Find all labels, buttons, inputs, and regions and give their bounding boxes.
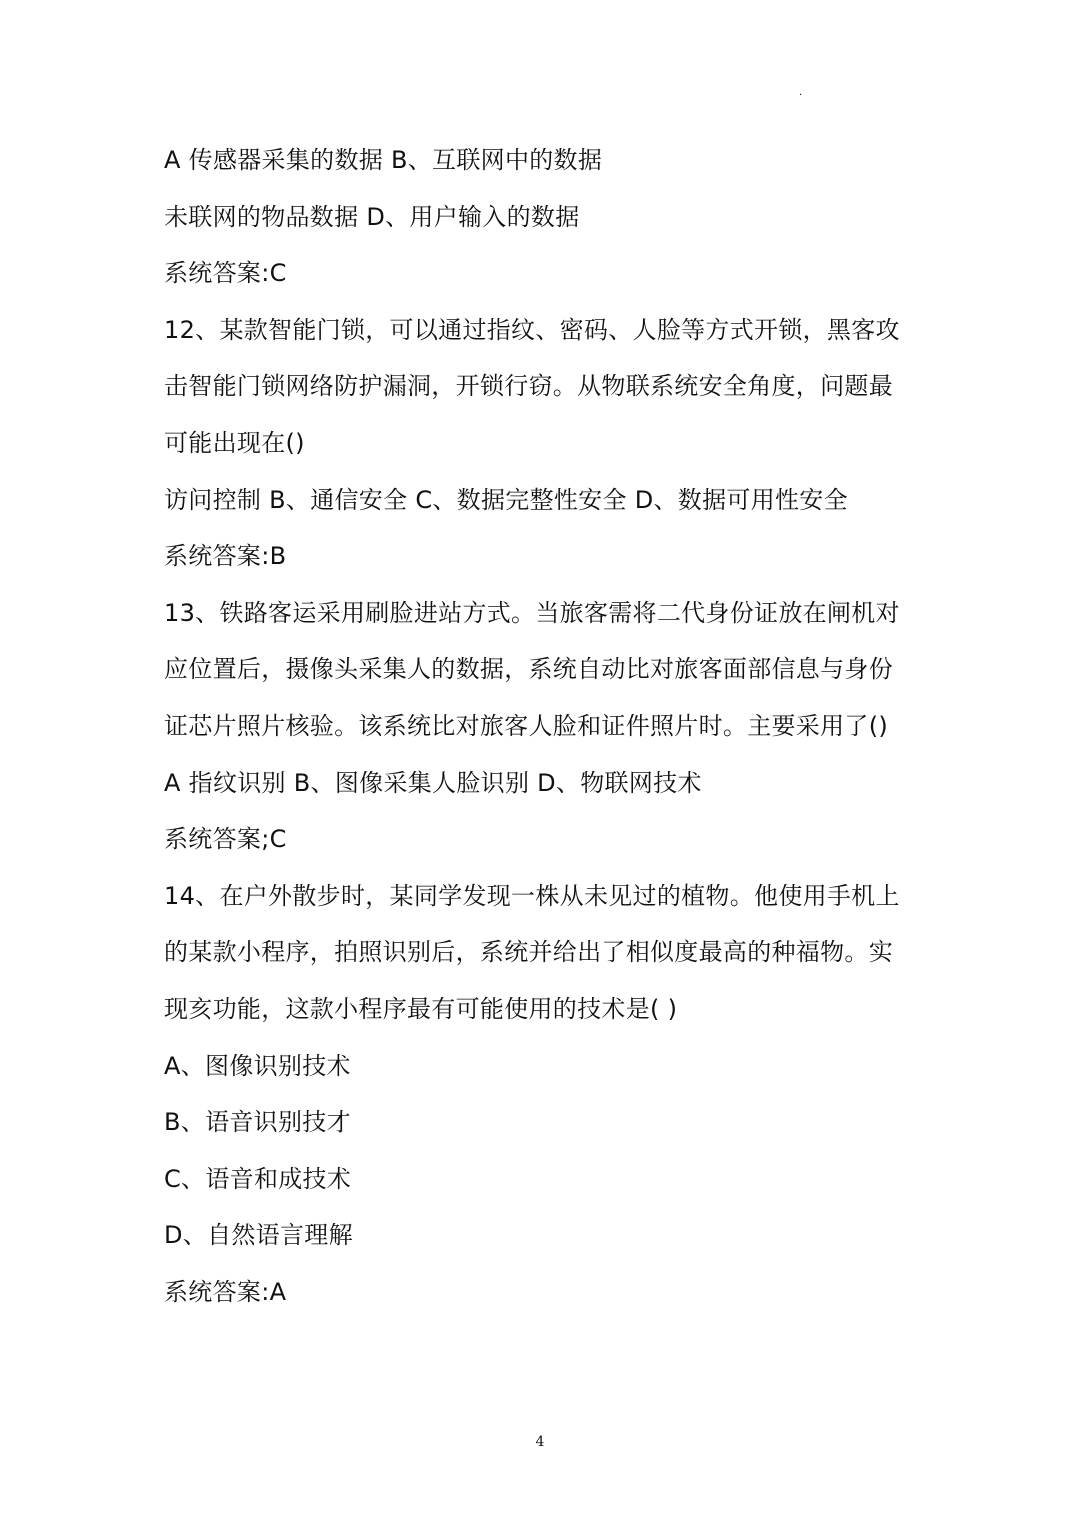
question-12-line-3: 可能出现在() [164, 428, 305, 457]
option-q14-a: A、图像识别技术 [164, 1051, 351, 1080]
answer-q13: 系统答案;C [164, 825, 287, 854]
question-12-line-2: 击智能门锁网络防护漏洞，开锁行窃。从物联系统安全角度，问题最 [164, 372, 893, 401]
header-dot: . [799, 87, 803, 98]
option-q14-d: D、自然语言理解 [164, 1221, 353, 1250]
question-14-line-2: 的某款小程序，拍照识别后，系统并给出了相似度最高的种福物。实 [164, 938, 893, 967]
question-14-line-3: 现亥功能，这款小程序最有可能使用的技术是( ) [164, 994, 678, 1023]
page-number: 4 [535, 1434, 545, 1450]
option-line-q11-cd: 未联网的物品数据 D、用户输入的数据 [164, 202, 580, 231]
options-q13: A 指纹识别 B、图像采集人脸识别 D、物联网技术 [164, 768, 702, 797]
option-line-q11-ab: A 传感器采集的数据 B、互联网中的数据 [164, 146, 603, 174]
option-q14-c: C、语音和成技术 [164, 1164, 352, 1193]
option-q14-b: B、语音识别技才 [164, 1108, 351, 1137]
question-14-line-1: 14、在户外散步时，某同学发现一株从未见过的植物。他使用手机上 [164, 881, 900, 910]
question-12-line-1: 12、某款智能门锁，可以通过指纹、密码、人脸等方式开锁，黑客攻 [164, 315, 900, 344]
answer-q11: 系统答案:C [164, 259, 287, 288]
answer-q12: 系统答案:B [164, 542, 287, 571]
answer-q14: 系统答案:A [164, 1277, 287, 1306]
question-13-line-1: 13、铁路客运采用刷脸进站方式。当旅客需将二代身份证放在闸机对 [164, 598, 900, 627]
question-13-line-2: 应位置后，摄像头采集人的数据，系统自动比对旅客面部信息与身份 [164, 655, 893, 684]
page-content [164, 132, 924, 1320]
options-q12: 访问控制 B、通信安全 C、数据完整性安全 D、数据可用性安全 [164, 485, 848, 514]
question-13-line-3: 证芯片照片核验。该系统比对旅客人脸和证件照片时。主要采用了() [164, 711, 889, 740]
